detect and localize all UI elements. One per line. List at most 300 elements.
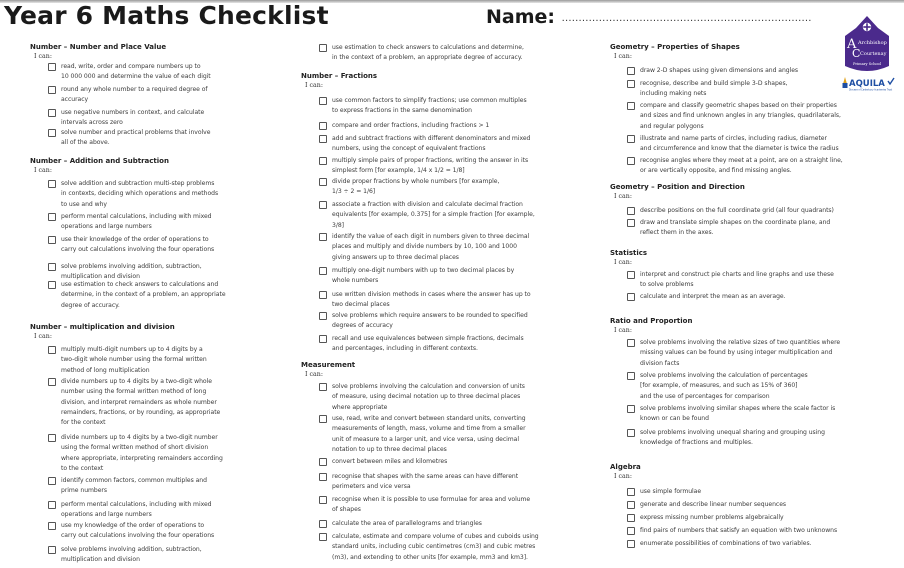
checklist-item-text (332, 532, 539, 563)
checklist-item (627, 487, 701, 497)
checklist-item-text (61, 476, 207, 497)
name-label: Name: (486, 6, 556, 28)
checkbox[interactable] (319, 473, 327, 481)
checkbox[interactable] (627, 207, 635, 215)
item-text-line: including making nets (640, 90, 707, 98)
i-can-label: I can: (614, 53, 632, 60)
checklist-item (627, 79, 788, 100)
checklist-item-text (61, 85, 208, 106)
item-text-line: (m3), and extending to other units [for example, mm3 and km3]. (332, 553, 528, 561)
item-text-line: all of the above. (61, 139, 110, 147)
checkbox[interactable] (627, 501, 635, 509)
item-text-line: equivalents [for example, 0.375] for a simple fraction [for example, (332, 211, 535, 219)
item-text-line: divide proper fractions by whole numbers [for example, (332, 178, 500, 185)
section-header (610, 249, 647, 267)
checklist-item-text (332, 519, 482, 529)
checklist-item (627, 539, 811, 549)
i-can-label: I can: (34, 167, 52, 174)
checkbox[interactable] (627, 372, 635, 380)
item-text-line: recognise, describe and build simple 3-D shapes, (640, 80, 788, 87)
item-text-line: multiplication and division (61, 556, 140, 564)
item-text-line: perform mental calculations, including with mixed (61, 213, 212, 220)
section-title: Number – Addition and Subtraction (30, 157, 169, 165)
item-text-line: to use and why (61, 200, 107, 208)
checklist-item-text (332, 266, 514, 287)
i-can-label: I can: (614, 327, 632, 334)
checkbox[interactable] (319, 201, 327, 209)
item-text-line: operations and large numbers (61, 223, 152, 231)
checkbox[interactable] (319, 233, 327, 241)
item-text-line: [for example, of measures, and such as 15% of 360] (640, 382, 798, 390)
checklist-item-text (332, 43, 524, 64)
checkbox[interactable] (48, 522, 56, 530)
checkbox[interactable] (627, 80, 635, 88)
checkbox[interactable] (48, 378, 56, 386)
checklist-item-text (332, 382, 525, 413)
checklist-item (319, 156, 528, 177)
item-text-line: find pairs of numbers that satisfy an equation with two unknowns (640, 527, 838, 534)
checklist-item-text (332, 134, 530, 155)
item-text-line: express missing number problems algebraically (640, 514, 784, 521)
section-header (30, 157, 169, 175)
item-text-line: use my knowledge of the order of operations to (61, 522, 205, 529)
checklist-item-text (61, 280, 226, 311)
checklist-item (627, 338, 840, 369)
checklist-item-text (332, 200, 535, 231)
checklist-item (48, 85, 208, 106)
section-title: Number – Fractions (301, 72, 378, 80)
checkbox[interactable] (319, 291, 327, 299)
section-header (610, 463, 641, 481)
checklist-item-text (640, 371, 808, 402)
checkbox[interactable] (627, 339, 635, 347)
item-text-line: or are vertically opposite, and find missing angles. (640, 167, 792, 175)
name-dotted-line[interactable]: .......................................................................... (561, 13, 812, 24)
section-title: Measurement (301, 361, 356, 369)
item-text-line: solve number and practical problems that involve (61, 129, 211, 136)
checklist-item-text (640, 270, 834, 291)
checklist-item-text (640, 218, 830, 239)
checklist-item (319, 532, 539, 563)
checkbox[interactable] (627, 135, 635, 143)
checklist-item-text (640, 526, 837, 536)
section-title: Algebra (610, 463, 641, 471)
item-text-line: recognise angles where they meet at a point, are on a straight line, (640, 157, 843, 164)
item-text-line: carry out calculations involving the four operations (61, 532, 215, 540)
checkbox[interactable] (627, 540, 635, 548)
item-text-line: compare and classify geometric shapes based on their properties (640, 102, 837, 109)
checklist-item (319, 472, 518, 493)
checklist-item-text (332, 414, 526, 455)
checklist-item (319, 519, 482, 529)
item-text-line: divide numbers up to 4 digits by a two-digit whole (61, 378, 212, 385)
checkbox[interactable] (319, 135, 327, 143)
item-text-line: number using the formal written method of long (61, 388, 207, 396)
checklist-item-text (640, 404, 835, 425)
checklist-item (627, 404, 835, 425)
section-header (610, 43, 740, 61)
item-text-line: multiply simple pairs of proper fractions, writing the answer in its (332, 157, 529, 164)
item-text-line: two decimal places (332, 301, 390, 309)
item-text-line: identify common factors, common multiples and (61, 477, 207, 484)
checklist-item-text (332, 334, 524, 355)
item-text-line: interpret and construct pie charts and line graphs and use these (640, 271, 834, 278)
item-text-line: and the use of percentages for comparison (640, 392, 770, 400)
checkbox[interactable] (627, 157, 635, 165)
checkbox[interactable] (319, 533, 327, 541)
checklist-item-text (332, 457, 447, 467)
checklist-item (319, 200, 535, 231)
checklist-item-text (61, 521, 214, 542)
checklist-item (319, 311, 528, 332)
item-text-line: using the formal written method of short division (61, 444, 209, 452)
item-text-line: division, and interpret remainders as whole number (61, 398, 217, 406)
checkbox[interactable] (627, 271, 635, 279)
checklist-item (627, 134, 839, 155)
item-text-line: knowledge of fractions and multiples. (640, 439, 753, 447)
checkbox[interactable] (319, 415, 327, 423)
item-text-line: add and subtract fractions with different denominators and mixed (332, 135, 531, 142)
item-text-line: recognise that shapes with the same areas can have different (332, 473, 519, 480)
checklist-item-text (61, 179, 218, 210)
checkbox[interactable] (48, 129, 56, 137)
checkbox[interactable] (319, 496, 327, 504)
checklist-item (627, 292, 785, 302)
item-text-line: where appropriate (332, 403, 388, 411)
checklist-item-text (640, 513, 784, 523)
checklist-item (627, 371, 808, 402)
checkbox[interactable] (319, 383, 327, 391)
checklist-item (48, 212, 211, 233)
item-text-line: solve problems involving unequal sharing and grouping using (640, 429, 825, 436)
checklist-item (48, 521, 214, 542)
item-text-line: solve problems involving similar shapes where the scale factor is (640, 405, 836, 412)
checklist-item (48, 433, 223, 474)
checklist-item-text (61, 345, 207, 376)
trust-subtitle: Diocese of Canterbury Academies Trust (849, 88, 893, 92)
checklist-item (319, 457, 447, 467)
item-text-line: solve problems involving the calculation of percentages (640, 372, 808, 379)
item-text-line: use simple formulae (640, 488, 702, 495)
item-text-line: use estimation to check answers to calculations and (61, 281, 219, 288)
section-header (301, 72, 377, 90)
item-text-line: prime numbers (61, 487, 107, 495)
item-text-line: draw and translate simple shapes on the coordinate plane, and (640, 219, 831, 226)
item-text-line: multiply one-digit numbers with up to two decimal places by (332, 267, 515, 274)
i-can-label: I can: (34, 53, 52, 60)
item-text-line: two-digit whole number using the formal written (61, 356, 207, 364)
checkbox[interactable] (319, 520, 327, 528)
section-title: Ratio and Proportion (610, 317, 693, 325)
item-text-line: read, write, order and compare numbers up to (61, 63, 201, 70)
item-text-line: use common factors to simplify fractions; use common multiples (332, 97, 527, 104)
i-can-label: I can: (614, 259, 632, 266)
checklist-item-text (640, 428, 825, 449)
item-text-line: where appropriate, interpreting remainders according (61, 454, 223, 462)
section-header (30, 43, 166, 61)
checkbox[interactable] (48, 346, 56, 354)
checklist-item-text (61, 433, 223, 474)
section-title: Geometry – Position and Direction (610, 183, 745, 191)
i-can-label: I can: (614, 193, 632, 200)
item-text-line: intervals across zero (61, 119, 123, 127)
checkbox[interactable] (319, 44, 327, 52)
item-text-line: round any whole number to a required degree of (61, 86, 208, 93)
checklist-item (48, 179, 218, 210)
item-text-line: solve addition and subtraction multi-step problems (61, 180, 215, 187)
checkbox[interactable] (627, 102, 635, 110)
item-text-line: missing values can be found by using integer multiplication and (640, 349, 833, 357)
cross-icon (863, 23, 871, 31)
checklist-item-text (640, 66, 798, 76)
checklist-item-text (640, 206, 834, 216)
item-text-line: determine, in the context of a problem, an appropriate (61, 291, 226, 299)
checklist-item (627, 513, 784, 523)
checkbox[interactable] (48, 546, 56, 554)
checklist-item-text (640, 156, 843, 177)
item-text-line: use negative numbers in context, and calculate (61, 109, 205, 116)
checkbox[interactable] (319, 312, 327, 320)
mitre-icon (843, 77, 848, 88)
checklist-item-text (332, 156, 528, 177)
item-text-line: describe positions on the full coordinate grid (all four quadrants) (640, 207, 834, 214)
name-field[interactable] (486, 6, 812, 28)
trust-name: AQUILA (849, 79, 885, 89)
checklist-item (627, 206, 834, 216)
item-text-line: perimeters and vice versa (332, 483, 411, 491)
checkbox[interactable] (627, 527, 635, 535)
checkbox[interactable] (48, 180, 56, 188)
checkbox[interactable] (627, 67, 635, 75)
checklist-item (319, 177, 499, 198)
item-text-line: solve problems involving the calculation and conversion of units (332, 383, 525, 390)
checkbox[interactable] (319, 122, 327, 130)
checklist-item-text (640, 338, 840, 369)
section-title: Number – Number and Place Value (30, 43, 167, 51)
checklist-item (627, 526, 837, 536)
item-text-line: draw 2-D shapes using given dimensions and angles (640, 67, 799, 74)
logo-text-line2: Courtenay (860, 51, 887, 57)
tick-icon (888, 78, 894, 84)
checkbox[interactable] (48, 236, 56, 244)
i-can-label: I can: (305, 82, 323, 89)
logo-letter-a: A (847, 37, 857, 52)
item-text-line: whole numbers (332, 277, 379, 285)
item-text-line: multiply multi-digit numbers up to 4 digits by a (61, 346, 203, 353)
item-text-line: division facts (640, 359, 680, 367)
section-header (610, 317, 692, 335)
section-title: Geometry – Properties of Shapes (610, 43, 740, 51)
i-can-label: I can: (614, 473, 632, 480)
checklist-item (627, 270, 834, 291)
checklist-item-text (640, 79, 788, 100)
checklist-item (627, 218, 830, 239)
item-text-line: and sizes and find unknown angles in any triangles, quadrilaterals, (640, 112, 841, 120)
checklist-item (48, 235, 214, 256)
item-text-line: of measure, using decimal notation up to three decimal places (332, 393, 521, 401)
checklist-item-text (640, 539, 811, 549)
item-text-line: 10 000 000 and determine the value of each digit (61, 73, 211, 81)
item-text-line: and percentages, including in different contexts. (332, 345, 478, 353)
checklist-item-text (332, 96, 527, 117)
item-text-line: to express fractions in the same denomination (332, 107, 472, 115)
checklist-item (319, 121, 489, 131)
logo-text-line3: Primary School (853, 62, 881, 66)
checkbox[interactable] (319, 458, 327, 466)
item-text-line: 1/3 ÷ 2 = 1/6] (332, 188, 376, 196)
item-text-line: degrees of accuracy (332, 322, 393, 330)
checkbox[interactable] (48, 63, 56, 71)
checkbox[interactable] (319, 335, 327, 343)
checklist-item (627, 428, 825, 449)
item-text-line: solve problems involving addition, subtraction, (61, 546, 202, 553)
checkbox[interactable] (48, 109, 56, 117)
item-text-line: illustrate and name parts of circles, including radius, diameter (640, 135, 827, 142)
checkbox[interactable] (48, 86, 56, 94)
item-text-line: for the context (61, 419, 106, 427)
checklist-item (319, 43, 524, 64)
checkbox[interactable] (627, 514, 635, 522)
checklist-item (48, 62, 211, 83)
checklist-item-text (61, 500, 211, 521)
checklist-item-text (332, 177, 499, 198)
checkbox[interactable] (48, 434, 56, 442)
checklist-item-text (61, 108, 204, 129)
item-text-line: remainders, fractions, or by rounding, as appropriate (61, 408, 221, 416)
section-header (610, 183, 745, 201)
checkbox[interactable] (627, 219, 635, 227)
item-text-line: calculate, estimate and compare volume of cubes and cuboids using (332, 533, 539, 540)
section-title: Statistics (610, 249, 648, 257)
item-text-line: accuracy (61, 96, 89, 104)
item-text-line: use their knowledge of the order of operations to (61, 236, 209, 243)
checklist-item-text (61, 128, 210, 149)
checklist-item-text (61, 62, 211, 83)
checklist-item-text (332, 232, 529, 263)
item-text-line: solve problems which require answers to be rounded to specified (332, 312, 528, 319)
section-header (30, 323, 175, 341)
item-text-line: recognise when it is possible to use formulae for area and volume (332, 496, 531, 503)
section-header (301, 361, 355, 379)
checklist-item-text (640, 134, 839, 155)
checklist-item-text (640, 292, 785, 302)
checklist-item (627, 66, 798, 76)
checkbox[interactable] (627, 405, 635, 413)
checklist-item (319, 290, 531, 311)
checkbox[interactable] (48, 213, 56, 221)
item-text-line: degree of accuracy. (61, 301, 120, 309)
item-text-line: associate a fraction with division and calculate decimal fraction (332, 201, 523, 208)
checklist-item (319, 232, 529, 263)
item-text-line: and regular polygons (640, 122, 704, 130)
checkbox[interactable] (48, 477, 56, 485)
checklist-item (48, 500, 211, 521)
checklist-item (319, 495, 530, 516)
item-text-line: to solve problems (640, 281, 694, 289)
checklist-item (48, 280, 226, 311)
item-text-line: generate and describe linear number sequences (640, 501, 787, 508)
logo-text-line1: Archbishop (858, 40, 887, 46)
item-text-line: solve problems involving the relative sizes of two quantities where (640, 339, 841, 346)
item-text-line: calculate and interpret the mean as an average. (640, 293, 786, 300)
item-text-line: carry out calculations involving the four operations (61, 246, 215, 254)
section-title: Number – multiplication and division (30, 323, 175, 331)
checklist-item (627, 101, 841, 132)
item-text-line: standard units, including cubic centimetres (cm3) and cubic metres (332, 543, 536, 551)
item-text-line: in the context of a problem, an appropriate degree of accuracy. (332, 54, 523, 62)
checkbox[interactable] (48, 501, 56, 509)
checklist-item-text (640, 500, 786, 510)
checklist-item (319, 266, 514, 287)
checklist-item-text (61, 545, 202, 566)
item-text-line: perform mental calculations, including with mixed (61, 501, 212, 508)
item-text-line: numbers, using the concept of equivalent fractions (332, 145, 486, 153)
checklist-item-text (332, 311, 528, 332)
checklist-item-text (332, 495, 530, 516)
item-text-line: measurements of length, mass, volume and time from a smaller (332, 425, 526, 433)
checklist-item-text (332, 290, 531, 311)
item-text-line: divide numbers up to 4 digits by a two-digit number (61, 434, 218, 441)
checklist-item (48, 476, 207, 497)
checklist-item (319, 96, 527, 117)
i-can-label: I can: (305, 371, 323, 378)
item-text-line: multiplication and division (61, 273, 140, 281)
checkbox[interactable] (319, 97, 327, 105)
item-text-line: in contexts, deciding which operations and methods (61, 190, 219, 198)
checkbox[interactable] (627, 293, 635, 301)
item-text-line: enumerate possibilities of combinations of two variables. (640, 540, 812, 547)
checkbox[interactable] (627, 429, 635, 437)
item-text-line: recall and use equivalences between simple fractions, decimals (332, 335, 524, 342)
item-text-line: compare and order fractions, including fractions > 1 (332, 122, 490, 129)
item-text-line: use, read, write and convert between standard units, converting (332, 415, 526, 422)
checklist-item-text (640, 101, 841, 132)
item-text-line: and circumference and know that the diameter is twice the radius (640, 145, 839, 153)
item-text-line: unit of measure to a larger unit, and vice versa, using decimal (332, 435, 520, 443)
checklist-item-text (61, 235, 214, 256)
checklist-item (319, 334, 524, 355)
checkbox[interactable] (319, 157, 327, 165)
checkbox[interactable] (48, 281, 56, 289)
item-text-line: to the context (61, 464, 104, 472)
item-text-line: operations and large numbers (61, 511, 152, 519)
i-can-label: I can: (34, 333, 52, 340)
checklist-item (319, 414, 526, 455)
checkbox[interactable] (627, 488, 635, 496)
page-title: Year 6 Maths Checklist (4, 1, 329, 30)
item-text-line: method of long multiplication (61, 366, 150, 374)
checklist-item (627, 500, 786, 510)
item-text-line: identify the value of each digit in numbers given to three decimal (332, 233, 530, 240)
logo-letter-c: C (852, 47, 861, 60)
checklist-item (48, 108, 204, 129)
checkbox[interactable] (48, 263, 56, 271)
checklist-item-text (61, 377, 220, 428)
checklist-item (48, 377, 220, 428)
checkbox[interactable] (319, 178, 327, 186)
checklist-item-text (332, 121, 489, 131)
item-text-line: giving answers up to three decimal places (332, 253, 459, 261)
item-text-line: convert between miles and kilometres (332, 458, 448, 465)
item-text-line: reflect them in the axes. (640, 229, 714, 237)
checkbox[interactable] (319, 267, 327, 275)
checklist-item (319, 134, 530, 155)
item-text-line: places and multiply and divide numbers by 10, 100 and 1000 (332, 243, 517, 251)
checklist-item-text (61, 212, 211, 233)
checklist-item-text (332, 472, 518, 493)
item-text-line: solve problems involving addition, subtraction, (61, 263, 202, 270)
item-text-line: simplest form [for example, 1/4 x 1/2 = 1/8] (332, 167, 465, 175)
